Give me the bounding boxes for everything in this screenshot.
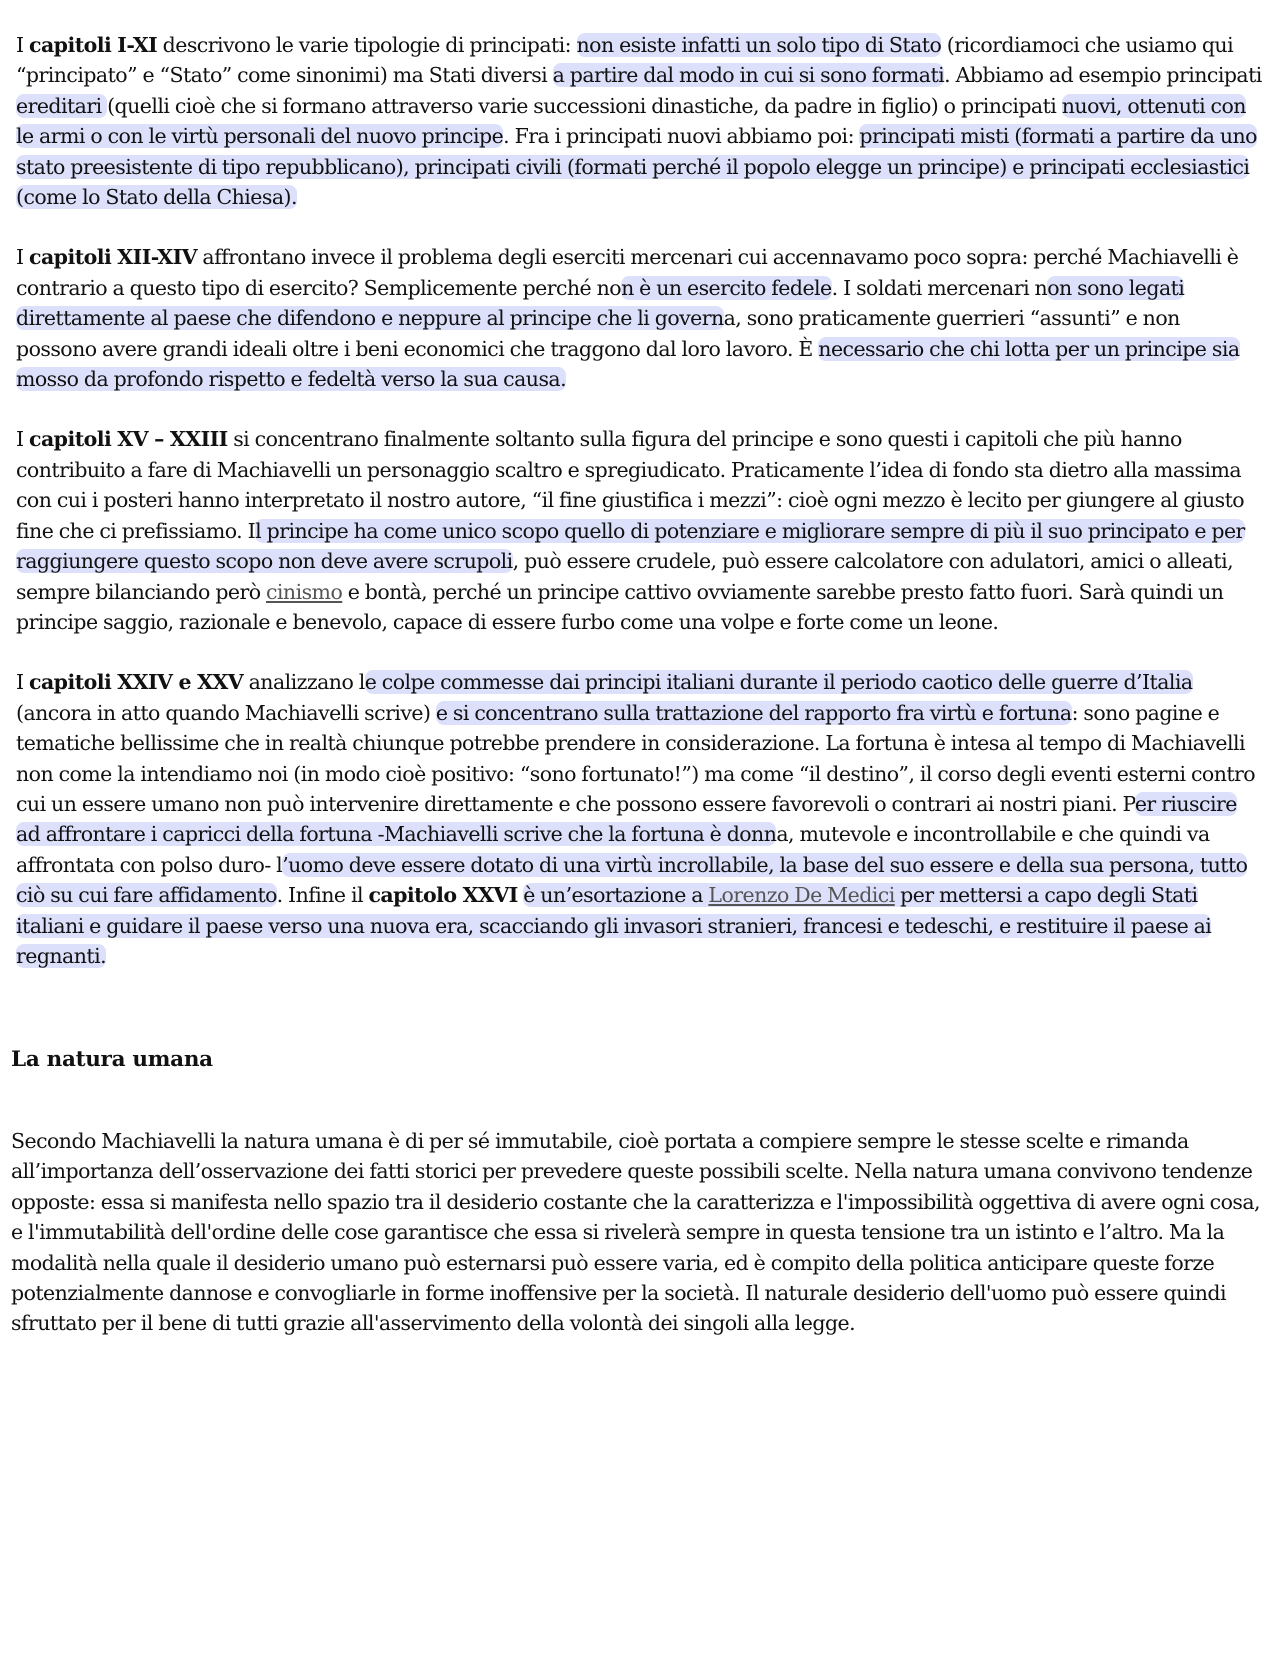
highlight: necessario che chi lotta per un principe sia mosso da profondo rispetto e fedeltà verso la sua causa.: [16, 336, 1240, 392]
highlight: a partire dal modo in cui si sono formati: [552, 63, 945, 88]
text-run: (ancora in atto quando Machiavelli scrive): [16, 700, 436, 725]
text-run: I: [16, 33, 30, 57]
text-run: : sono pagine e tematiche bellissime che in realtà chiunque potrebbe prendere in considerazione. La fortuna è intesa al tempo di Machiavelli non come la intendiamo noi (in modo cioè positivo: “sono fortunato!”) ma come “il destino”, il corso degli eventi esterni contro cui un essere umano non può intervenire direttamente e che possono essere favorevoli o contrari ai nostri piani. P: [16, 700, 1256, 816]
text-run: (ricordiamoci che usiamo qui “principato” e “Stato” come sinonimi) ma Stati diversi: [16, 33, 1234, 88]
bold-chapter-range: capitoli XXIV e XXV: [29, 670, 244, 695]
highlight: e si concentrano sulla trattazione del rapporto fra virtù e fortuna: [435, 700, 1072, 725]
text-run: I: [16, 427, 30, 452]
link-cinismo[interactable]: cinismo: [265, 579, 343, 604]
text-run: . Infine il: [276, 883, 369, 908]
section-heading: La natura umana: [11, 1047, 213, 1072]
highlight: l principe ha come unico scopo quello di potenziare e migliorare sempre di più il suo principato e per raggiungere questo scopo non deve avere scrupoli: [16, 518, 1245, 574]
text-run: . I soldati mercenari n: [831, 275, 1048, 300]
paragraph-capitoli-24-26: [16, 667, 1264, 971]
highlight: on sono legati direttamente al paese che difendono e neppure al principe che li govern: [16, 275, 1185, 331]
text-run: è un’esortazione a: [523, 883, 709, 908]
text-run: per mettersi a capo degli Stati italiani e guidare il paese verso una nuova era, scacciando gli invasori stranieri, francesi e tedeschi, e restituire il paese ai regnanti.: [16, 883, 1212, 968]
text-run: analizzano l: [243, 670, 365, 695]
bold-chapter-range: capitolo XXVI: [368, 883, 518, 908]
highlight: e colpe commesse dai principi italiani durante il periodo caotico delle guerre d’Italia: [364, 670, 1193, 695]
bold-chapter-range: capitoli XII-XIV: [29, 245, 197, 270]
paragraph-capitoli-12-14: [16, 242, 1264, 394]
bold-chapter-range: capitoli XV – XXIII: [29, 427, 228, 452]
text-run: , può essere crudele, può essere calcolatore con adulatori, amici o alleati, sempre bilanciando però: [16, 549, 1234, 604]
text-run: e bontà, perché un principe cattivo ovviamente sarebbe presto fatto fuori. Sarà quindi un principe saggio, razionale e benevolo, capace di essere furbo come una volpe e forte come un leone.: [16, 579, 1224, 634]
document-body: [16, 30, 1264, 971]
highlight: er riuscire ad affrontare i capricci della fortuna -Machiavelli scrive che la fortuna è donn: [16, 791, 1237, 847]
text-run: (quelli cioè che si formano attraverso varie successioni dinastiche, da padre in figlio) o principati: [107, 93, 1062, 118]
highlight: ’uomo deve essere dotato di una virtù incrollabile, la base del suo essere e della sua persona, tutto ciò su cui fare affidamento: [16, 852, 1248, 908]
paragraph-capitoli-15-23: [16, 424, 1264, 637]
bold-chapter-range: capitoli I-XI: [29, 33, 158, 57]
highlight: principati misti (formati a partire da uno stato preesistente di tipo repubblicano), principati civili (formati perché il popolo elegge un principe) e principati ecclesiastici (come lo Stato della Chiesa).: [16, 124, 1257, 210]
highlight: non esiste infatti un solo tipo di Stato: [576, 33, 942, 57]
text-run: descrivono le varie tipologie di principati:: [157, 33, 577, 57]
paragraph-capitoli-1-11: [16, 30, 1264, 212]
highlight: ereditari: [16, 93, 108, 118]
text-run: a, sono praticamente guerrieri “assunti” e non possono avere grandi ideali oltre i beni economici che traggono dal loro lavoro. È: [16, 306, 1180, 361]
text-run: I: [16, 670, 30, 695]
link-lorenzo-de-medici[interactable]: Lorenzo De Medici: [708, 883, 895, 908]
text-run: . Fra i principati nuovi abbiamo poi:: [503, 124, 860, 149]
text-run: . Abbiamo ad esempio principati: [944, 63, 1262, 88]
text-run: si concentrano finalmente soltanto sulla figura del principe e sono questi i capitoli che più hanno contribuito a fare di Machiavelli un personaggio scaltro e spregiudicato. Praticamente l’idea di fondo sta dietro alla massima con cui i posteri hanno interpretato il nostro autore, “il fine giustifica i mezzi”: cioè ogni mezzo è lecito per giungere al giusto fine che ci prefissiamo. I: [16, 427, 1245, 543]
text-run: a, mutevole e incontrollabile e che quindi va affrontata con polso duro- l: [16, 822, 1210, 877]
highlight: n è un esercito fedele: [621, 275, 832, 300]
highlight: nuovi, ottenuti con le armi o con le virtù personali del nuovo principe: [16, 93, 1246, 149]
text-run: I: [16, 245, 30, 270]
text-run: affrontano invece il problema degli eserciti mercenari cui accennavamo poco sopra: perché Machiavelli è contrario a questo tipo di esercito? Semplicemente perché no: [16, 245, 1239, 300]
paragraph-natura-umana: Secondo Machiavelli la natura umana è di per sé immutabile, cioè portata a compiere sempre le stesse scelte e rimanda all’importanza dell’osservazione dei fatti storici per prevedere queste possibili scelte. Nella natura umana convivono tendenze opposte: essa si manifesta nello spazio tra il desiderio costante che la caratterizza e l'impossibilità oggettiva di avere ogni cosa, e l'immutabilità dell'ordine delle cose garantisce che essa si rivelerà sempre in questa tensione tra un istinto e l’altro. Ma la modalità nella quale il desiderio umano può esternarsi può essere varia, ed è compito della politica anticipare queste forze potenzialmente dannose e convogliarle in forme inoffensive per la società. Il naturale desiderio dell'uomo può essere quindi sfruttato per il bene di tutti grazie all'asservimento della volontà dei singoli alla legge.: [11, 1129, 1261, 1336]
